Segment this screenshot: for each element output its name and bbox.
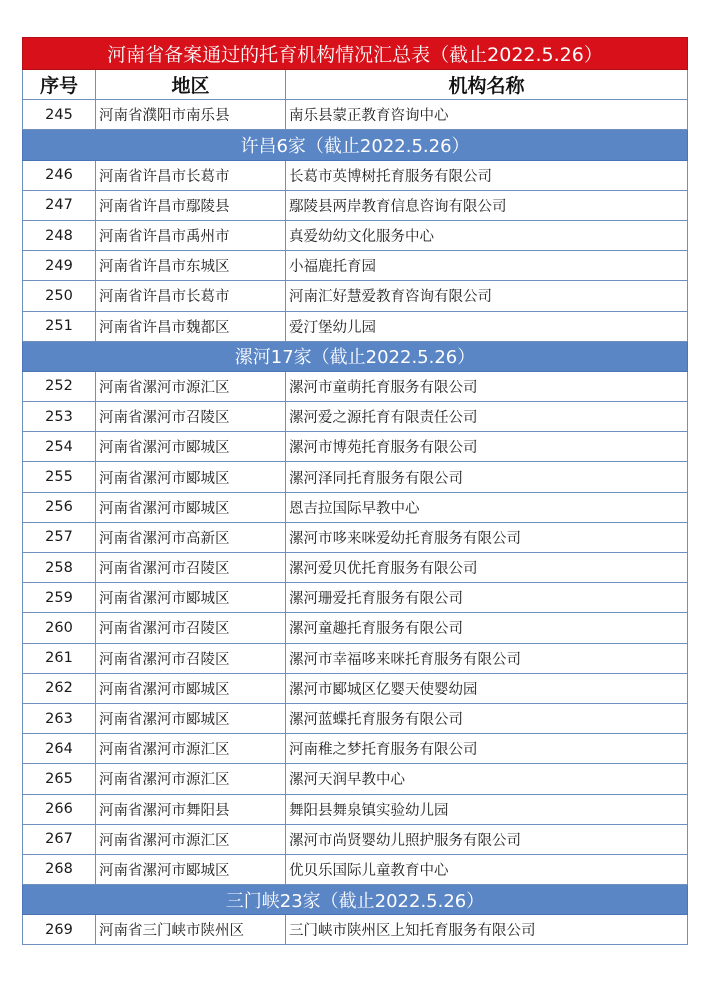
- table-row: [23, 734, 688, 764]
- row-region: 河南省许昌市长葛市: [96, 281, 286, 311]
- row-serial-number: 269: [23, 915, 96, 945]
- row-institution-name: 优贝乐国际儿童教育中心: [286, 854, 688, 884]
- row-serial-number: 249: [23, 251, 96, 281]
- row-institution-name: 小福鹿托育园: [286, 251, 688, 281]
- row-institution-name: 漯河天润早教中心: [286, 764, 688, 794]
- section-header-row: [23, 885, 688, 915]
- table-row: [23, 251, 688, 281]
- section-header-row: [23, 130, 688, 160]
- row-serial-number: 268: [23, 854, 96, 884]
- row-region: 河南省漯河市郾城区: [96, 854, 286, 884]
- table-row: [23, 281, 688, 311]
- section-label: 三门峡23家（截止2022.5.26）: [23, 885, 688, 915]
- registry-table: [22, 37, 688, 945]
- row-serial-number: 261: [23, 643, 96, 673]
- table-title-row: [23, 38, 688, 70]
- row-region: 河南省漯河市召陵区: [96, 402, 286, 432]
- row-institution-name: 河南稚之梦托育服务有限公司: [286, 734, 688, 764]
- row-serial-number: 266: [23, 794, 96, 824]
- row-institution-name: 漯河爱贝优托育服务有限公司: [286, 553, 688, 583]
- row-institution-name: 漯河市哆来咪爱幼托育服务有限公司: [286, 522, 688, 552]
- table-row: [23, 673, 688, 703]
- row-institution-name: 漯河市幸福哆来咪托育服务有限公司: [286, 643, 688, 673]
- table-row: [23, 432, 688, 462]
- row-region: 河南省漯河市郾城区: [96, 432, 286, 462]
- table-row: [23, 613, 688, 643]
- row-institution-name: 漯河市尚贤婴幼儿照护服务有限公司: [286, 824, 688, 854]
- row-institution-name: 南乐县蒙正教育咨询中心: [286, 100, 688, 130]
- row-serial-number: 252: [23, 371, 96, 401]
- row-serial-number: 253: [23, 402, 96, 432]
- table-row: [23, 703, 688, 733]
- row-serial-number: 258: [23, 553, 96, 583]
- row-region: 河南省漯河市郾城区: [96, 492, 286, 522]
- row-institution-name: 漯河市博苑托育服务有限公司: [286, 432, 688, 462]
- row-serial-number: 255: [23, 462, 96, 492]
- row-region: 河南省漯河市郾城区: [96, 673, 286, 703]
- section-label: 漯河17家（截止2022.5.26）: [23, 341, 688, 371]
- row-region: 河南省漯河市郾城区: [96, 703, 286, 733]
- row-institution-name: 舞阳县舞泉镇实验幼儿园: [286, 794, 688, 824]
- row-serial-number: 254: [23, 432, 96, 462]
- row-region: 河南省许昌市魏都区: [96, 311, 286, 341]
- row-institution-name: 漯河珊爱托育服务有限公司: [286, 583, 688, 613]
- row-region: 河南省漯河市源汇区: [96, 734, 286, 764]
- row-region: 河南省漯河市召陵区: [96, 643, 286, 673]
- table-row: [23, 160, 688, 190]
- table-row: [23, 220, 688, 250]
- row-institution-name: 漯河市郾城区亿婴天使婴幼园: [286, 673, 688, 703]
- table-row: [23, 583, 688, 613]
- row-serial-number: 265: [23, 764, 96, 794]
- row-region: 河南省漯河市源汇区: [96, 371, 286, 401]
- header-region: 地区: [96, 70, 286, 100]
- row-serial-number: 264: [23, 734, 96, 764]
- row-institution-name: 三门峡市陕州区上知托育服务有限公司: [286, 915, 688, 945]
- row-serial-number: 256: [23, 492, 96, 522]
- table-row: [23, 190, 688, 220]
- row-region: 河南省漯河市舞阳县: [96, 794, 286, 824]
- row-institution-name: 漯河泽同托育服务有限公司: [286, 462, 688, 492]
- row-serial-number: 260: [23, 613, 96, 643]
- table-title: 河南省备案通过的托育机构情况汇总表（截止2022.5.26）: [23, 38, 688, 70]
- table-row: [23, 643, 688, 673]
- row-institution-name: 爱汀堡幼儿园: [286, 311, 688, 341]
- table-row: [23, 311, 688, 341]
- row-institution-name: 真爱幼幼文化服务中心: [286, 220, 688, 250]
- header-institution-name: 机构名称: [286, 70, 688, 100]
- row-serial-number: 267: [23, 824, 96, 854]
- row-institution-name: 鄢陵县两岸教育信息咨询有限公司: [286, 190, 688, 220]
- row-institution-name: 恩吉拉国际早教中心: [286, 492, 688, 522]
- row-serial-number: 245: [23, 100, 96, 130]
- row-institution-name: 漯河爱之源托育有限责任公司: [286, 402, 688, 432]
- row-region: 河南省濮阳市南乐县: [96, 100, 286, 130]
- row-region: 河南省许昌市禹州市: [96, 220, 286, 250]
- row-serial-number: 262: [23, 673, 96, 703]
- row-institution-name: 长葛市英博树托育服务有限公司: [286, 160, 688, 190]
- row-region: 河南省漯河市高新区: [96, 522, 286, 552]
- table-row: [23, 553, 688, 583]
- row-institution-name: 漯河童趣托育服务有限公司: [286, 613, 688, 643]
- table-row: [23, 492, 688, 522]
- header-serial-number: 序号: [23, 70, 96, 100]
- row-serial-number: 248: [23, 220, 96, 250]
- row-serial-number: 250: [23, 281, 96, 311]
- table-row: [23, 915, 688, 945]
- table-row: [23, 794, 688, 824]
- table-row: [23, 462, 688, 492]
- row-institution-name: 河南汇好慧爱教育咨询有限公司: [286, 281, 688, 311]
- row-serial-number: 251: [23, 311, 96, 341]
- section-header-row: [23, 341, 688, 371]
- row-serial-number: 259: [23, 583, 96, 613]
- row-serial-number: 257: [23, 522, 96, 552]
- row-region: 河南省漯河市郾城区: [96, 583, 286, 613]
- row-serial-number: 247: [23, 190, 96, 220]
- section-label: 许昌6家（截止2022.5.26）: [23, 130, 688, 160]
- table-row: [23, 100, 688, 130]
- row-institution-name: 漯河市童萌托育服务有限公司: [286, 371, 688, 401]
- row-region: 河南省许昌市东城区: [96, 251, 286, 281]
- row-region: 河南省漯河市源汇区: [96, 764, 286, 794]
- row-region: 河南省漯河市源汇区: [96, 824, 286, 854]
- table-row: [23, 824, 688, 854]
- registry-table-sheet: [22, 37, 687, 945]
- row-serial-number: 246: [23, 160, 96, 190]
- header-row: [23, 70, 688, 100]
- table-row: [23, 854, 688, 884]
- row-serial-number: 263: [23, 703, 96, 733]
- row-institution-name: 漯河蓝蝶托育服务有限公司: [286, 703, 688, 733]
- row-region: 河南省漯河市召陵区: [96, 613, 286, 643]
- table-row: [23, 402, 688, 432]
- row-region: 河南省漯河市召陵区: [96, 553, 286, 583]
- row-region: 河南省许昌市鄢陵县: [96, 190, 286, 220]
- row-region: 河南省漯河市郾城区: [96, 462, 286, 492]
- row-region: 河南省三门峡市陕州区: [96, 915, 286, 945]
- table-row: [23, 371, 688, 401]
- row-region: 河南省许昌市长葛市: [96, 160, 286, 190]
- table-row: [23, 522, 688, 552]
- table-row: [23, 764, 688, 794]
